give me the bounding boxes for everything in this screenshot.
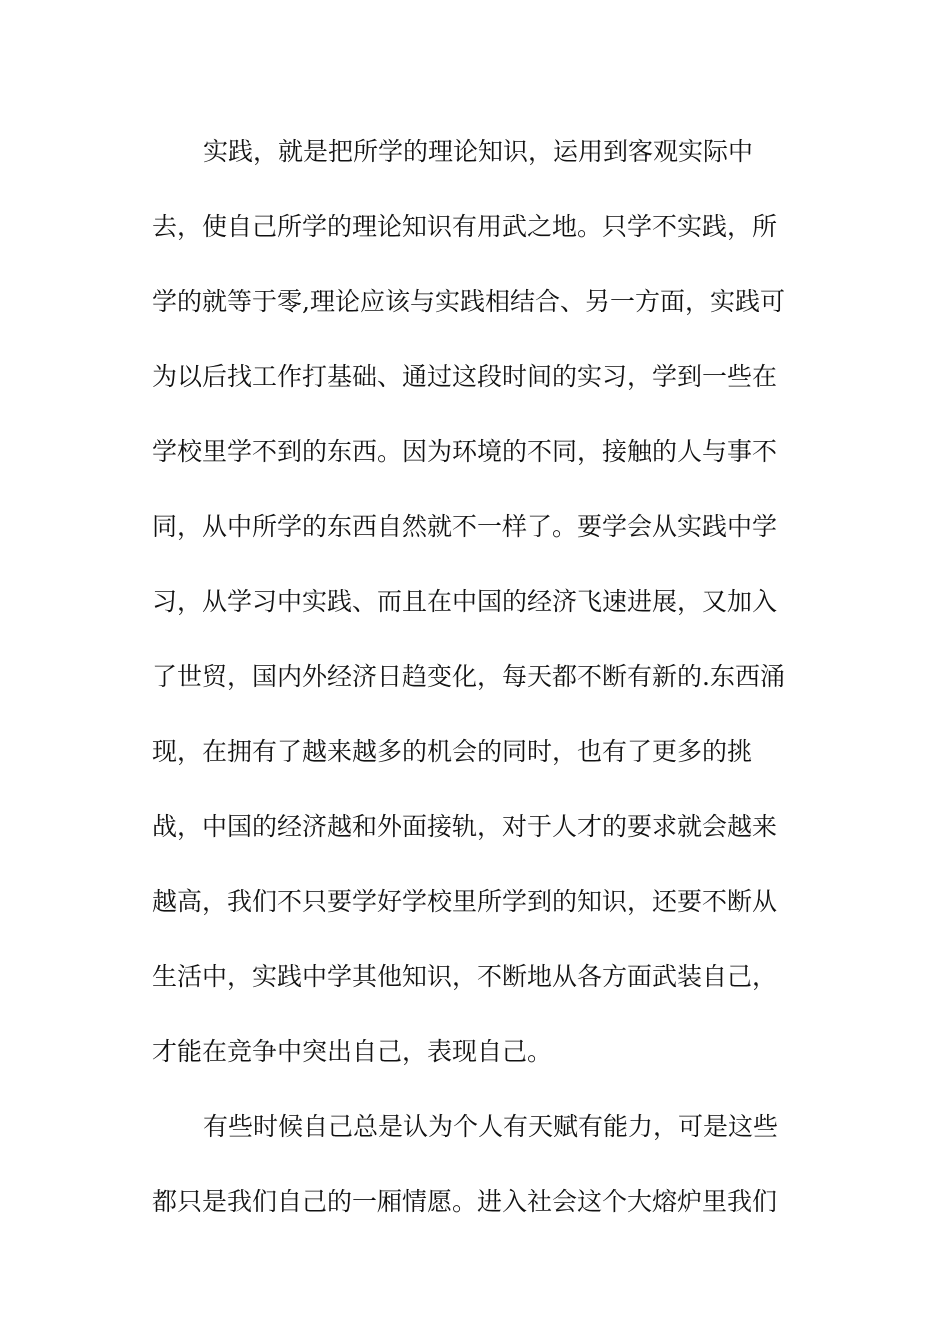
paragraph-line: 都只是我们自己的一厢情愿。进入社会这个大熔炉里我们	[152, 1187, 778, 1216]
paragraph-line: 了世贸，国内外经济日趋变化，每天都不断有新的.东西涌	[152, 662, 785, 691]
paragraph-line: 为以后找工作打基础、通过这段时间的实习，学到一些在	[152, 362, 778, 391]
paragraph-line: 现，在拥有了越来越多的机会的同时，也有了更多的挑	[152, 737, 753, 766]
paragraph-line: 越高，我们不只要学好学校里所学到的知识，还要不断从	[152, 887, 778, 916]
paragraph-line: 去，使自己所学的理论知识有用武之地。只学不实践，所	[152, 212, 778, 241]
paragraph-line: 实践，就是把所学的理论知识，运用到客观实际中	[203, 137, 754, 166]
paragraph-line: 学校里学不到的东西。因为环境的不同，接触的人与事不	[152, 437, 778, 466]
paragraph-line: 生活中，实践中学其他知识，不断地从各方面武装自己，	[152, 962, 778, 991]
paragraph-line: 才能在竞争中突出自己，表现自己。	[152, 1037, 553, 1066]
paragraph-line: 战，中国的经济越和外面接轨，对于人才的要求就会越来	[152, 812, 778, 841]
paragraph-line: 学的就等于零,理论应该与实践相结合、另一方面，实践可	[152, 287, 785, 316]
paragraph-line: 同，从中所学的东西自然就不一样了。要学会从实践中学	[152, 512, 778, 541]
paragraph-line: 有些时候自己总是认为个人有天赋有能力，可是这些	[203, 1112, 779, 1141]
paragraph-line: 习，从学习中实践、而且在中国的经济飞速进展，又加入	[152, 587, 778, 616]
